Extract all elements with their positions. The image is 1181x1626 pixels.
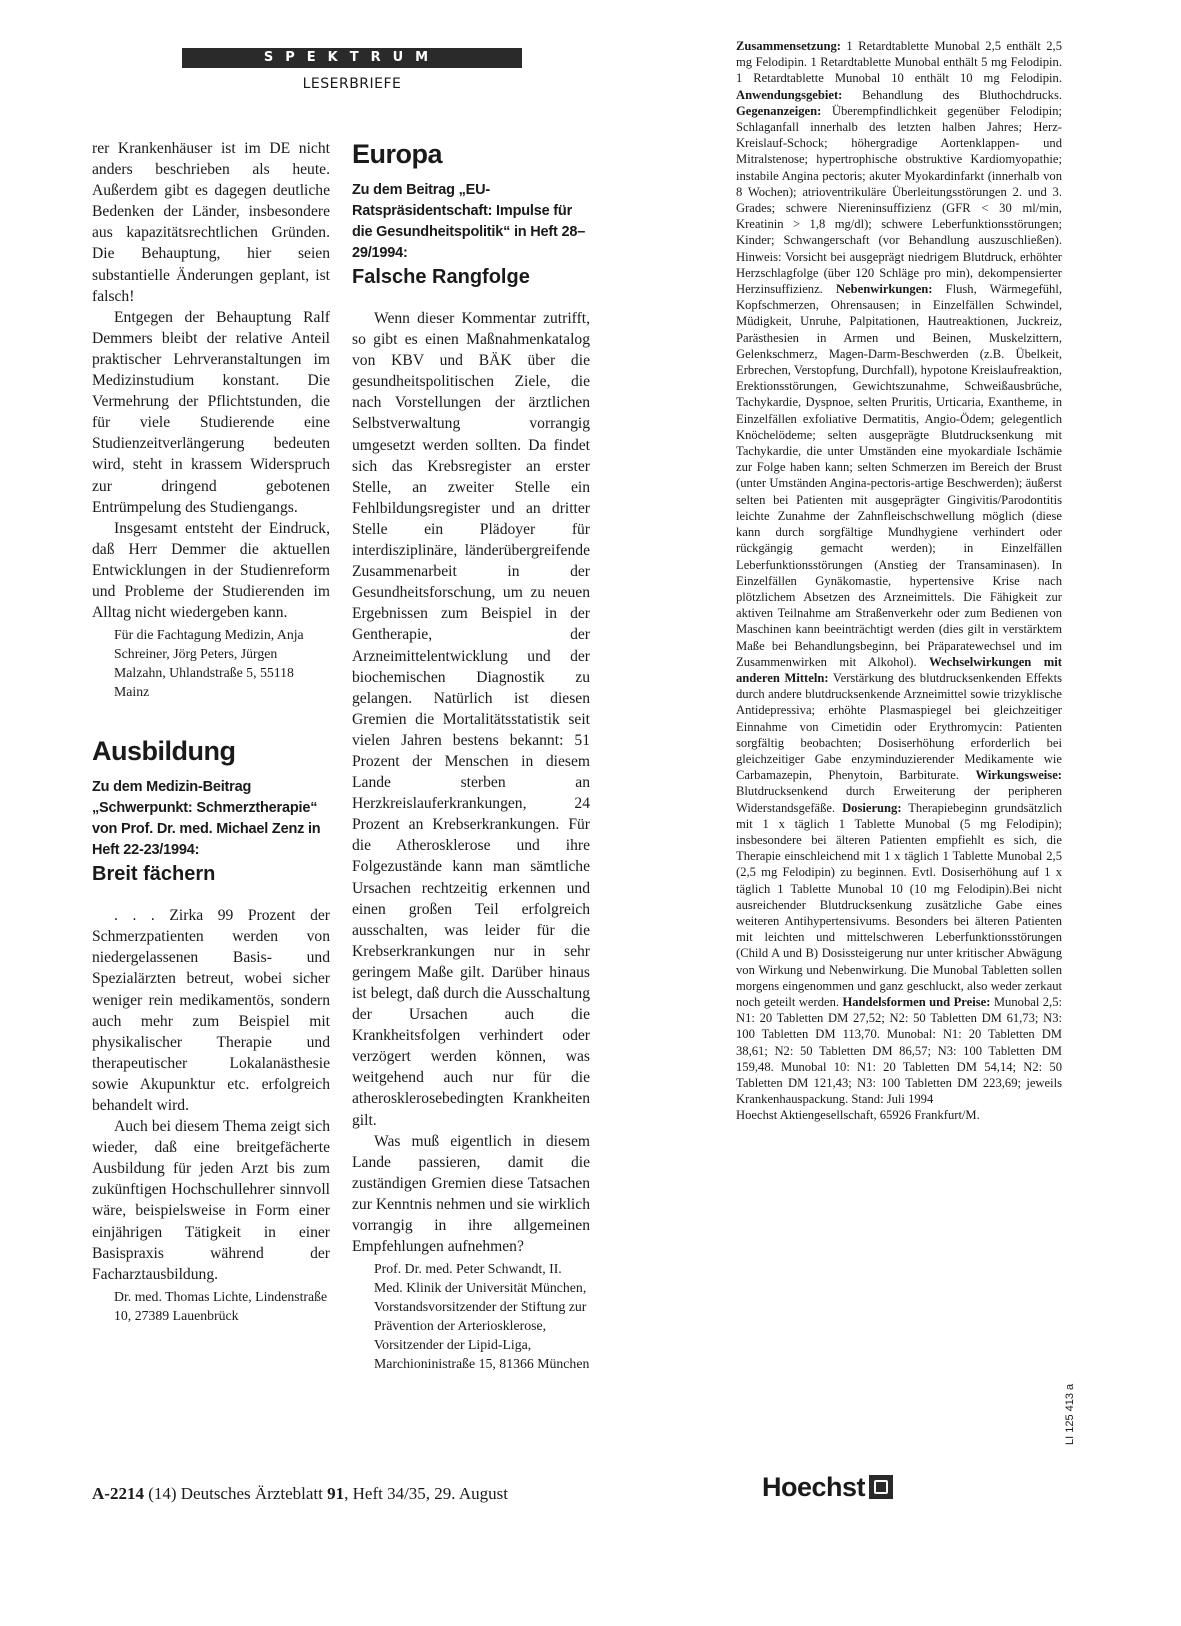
info-label: Handelsformen und Preise: [842, 994, 991, 1009]
paragraph: Entgegen der Behauptung Ralf Demmers bleibt der relative Anteil praktischer Lehrveranstaltungen im Medizinstudium konstant. Die Vermehrung der Pflichtstunden, die für viele Studierende eine Studienzeitverlängerung bedeuten wird, steht in krassem Widerspruch zur dringend gebotenen Entrümpelung des Studiengangs. [92, 308, 330, 516]
info-text: Blutdrucksenkend durch Erweiterung der peripheren Widerstandsgefäße. [736, 784, 1062, 815]
column-1 [92, 138, 330, 1325]
company-address: Hoechst Aktiengesellschaft, 65926 Frankfurt/M. [736, 1108, 980, 1123]
info-label: Wirkungsweise: [975, 768, 1062, 783]
info-label: Nebenwirkungen: [835, 282, 933, 297]
section-heading: Europa [352, 139, 443, 169]
section-banner: SPEKTRUM [182, 48, 522, 68]
info-text: Verstärkung des blutdrucksenkenden Effekts durch andere blutdrucksenkende Arzneimittel sowie trizyklische Antidepressiva; erhöhte Plasmaspiegel bei gleichzeitiger Einnahme von Cimetidin oder Erythromycin: Patienten sorgfältig beobachten; Dosiserhöhung erforderlich bei gleichzeitiger Gabe enzyminduzierender Medikamente wie Carbamazepin, Phenytoin, Barbiturate. [736, 670, 1062, 783]
info-label: Wechselwirkungen mit anderen Mitteln: [736, 654, 1062, 685]
info-label: Gegenanzeigen: [736, 103, 822, 118]
volume-number: 91 [327, 1484, 345, 1503]
info-label: Zusammensetzung: [736, 39, 841, 53]
info-text: Behandlung des Bluthochdrucks. [842, 87, 1062, 102]
info-text: 1 Retardtablette Munobal 2,5 enthält 2,5 mg Felodipin. 1 Retardtablette Munobal enthält 5 mg Felodipin. 1 Retardtablette Munobal 10 enthält 10 mg Felodipin. [736, 39, 1062, 86]
letter-title: Falsche Rangfolge [352, 266, 530, 288]
paragraph: Was muß eigentlich in diesem Lande passieren, damit die zuständigen Gremien diese Tatsachen zur Kenntnis nehmen und sie wirklich vorrangig in ihre allgemeinen Empfehlungen aufnehmen? [352, 1132, 590, 1256]
drug-info-text [736, 38, 1062, 1107]
letter-signature: Dr. med. Thomas Lichte, Lindenstraße 10, 27389 Lauenbrück [114, 1288, 328, 1323]
info-text: Munobal 2,5: N1: 20 Tabletten DM 27,52; N2: 50 Tabletten DM 61,73; N3: 100 Tabletten DM 113,70. Munobal: N1: 20 Tabletten DM 38,61; N2: 50 Tabletten DM 86,57; N3: 100 Tabletten DM 159,48. Munobal 10: N1: 20 Tabletten DM 54,14; N2: 50 Tabletten DM 121,43; N3: 100 Tabletten DM 223,69; jeweils Krankenhauspackung. Stand: Juli 1994 [736, 994, 1062, 1107]
article-reference: Zu dem Beitrag „EU-Ratspräsidentschaft: Impulse für die Gesundheitspolitik“ in Heft 28–29/1994: [352, 182, 586, 261]
article-ausbildung [92, 735, 330, 1325]
paragraph: Auch bei diesem Thema zeigt sich wieder, daß eine breitgefächerte Ausbildung für jeden Arzt bis zum zukünftigen Hochschullehrer sinnvoll wäre, beispielsweise in Form einer einjährigen Tätigkeit in einer Basispraxis während der Facharztausbildung. [92, 1118, 330, 1283]
side-code: LI 125 413 a [1064, 1383, 1076, 1445]
paragraph: rer Krankenhäuser ist im DE nicht anders beschrieben als heute. Außerdem gibt es dagegen deutliche Bedenken der Länder, insbesondere aus kapazitätsrechtlichen Gründen. Die Behauptung, hier seien substantielle Änderungen geplant, ist falsch! [92, 140, 330, 305]
info-label: Dosierung: [842, 800, 902, 815]
drug-info-column [736, 38, 1062, 1124]
info-text: Flush, Wärmegefühl, Kopfschmerzen, Ohrensausen; in Einzelfällen Schwindel, Müdigkeit, Unruhe, Palpitationen, Hautreaktionen, Juckreiz, Parästhesien in Armen und Beinen, Muskelzittern, Gelenkschmerz, Magen-Darm-Beschwerden (z.B. Übelkeit, Erbrechen, Verstopfung, Durchfall), hypotone Kreislaufreaktion, Erektionsstörungen, Gewichtszunahme, Schweißausbrüche, Tachykardie, Dyspnoe, selten Pruritis, Urticaria, Exantheme, in Einzelfällen exfoliative Dermatitis, Angio-Ödem; gelegentlich Knöchelödeme; selten ausgeprägte Blutdrucksenkung mit Tachykardie, die unter Umständen eine myokardiale Ischämie zur Folge haben kann; selten Schmerzen im Bereich der Brust (unter Umständen Angina-pectoris-artige Beschwerden); äußerst selten bei Patienten mit ausgeprägter Gingivitis/Parodontitis leichte Zunahme der Zahnfleischschwellung möglich (diese kann durch sorgfältige Mundhygiene verhindert oder rückgängig gemacht werden); in Einzelfällen Leberfunktionsstörungen (Anstieg der Transaminasen). In Einzelfällen Gynäkomastie, hypertensive Krise nach plötzlichem Absetzen des Arzneimittels. Die Fähigkeit zur aktiven Teilnahme am Straßenverkehr oder zum Bedienen von Maschinen kann beeinträchtigt werden (dies gilt in verstärktem Maße bei Behandlungsbeginn, bei Präparatewechsel und im Zusammenwirken mit Alkohol). [736, 282, 1062, 669]
paragraph: . . . Zirka 99 Prozent der Schmerzpatienten werden von niedergelassenen Basis- und Spezialärzten betreut, wobei sicher weniger rein medikamentös, sondern auch mehr zum Beispiel mit physikalischer Therapie und therapeutischer Lokalanästhesie sowie Akupunktur etc. erfolgreich behandelt wird. [92, 907, 330, 1114]
section-heading: Ausbildung [92, 736, 236, 767]
letter-title: Breit fächern [92, 863, 216, 886]
hoechst-logo [762, 1472, 893, 1503]
logo-wordmark: Hoechst [762, 1472, 866, 1502]
info-text: Überempfindlichkeit gegenüber Felodipin; Schlaganfall innerhalb des letzten halben Jahres; Herz-Kreislauf-Schock; höhergradige Aortenklappen- und Mitralstenose; hypertrophische obstruktive Kardiomyopathie; instabile Angina pectoris; akuter Myokardinfarkt (innerhalb von 8 Wochen); atrioventrikuläre Überleitungsstörungen 2. und 3. Grades; schwere Niereninsuffizienz (GFR < 30 ml/min, Kreatinin > 1,8 mg/dl); schwere Leberfunktionsstörungen; Kinder; Schwangerschaft (vor Behandlung auszuschließen). Hinweis: Vorsicht bei ausgeprägt niedrigem Blutdruck, erhöhter Herzschlagfolge (über 120 Schläge pro min), dekompensierter Herzinsuffizienz. [736, 103, 1062, 297]
letter-signature: Prof. Dr. med. Peter Schwandt, II. Med. Klinik der Universität München, Vorstandsvorsitzender der Stiftung zur Prävention der Arteriosklerose, Vorsitzender der Lipid-Liga, Marchioninistraße 15, 81366 München [374, 1261, 590, 1372]
journal-name: (14) Deutsches Ärzteblatt [148, 1484, 323, 1503]
hoechst-tower-logo-icon [869, 1475, 893, 1499]
issue-date: , Heft 34/35, 29. August [344, 1484, 508, 1503]
info-text: Therapiebeginn grundsätzlich mit 1 x täglich 1 Tablette Munobal (5 mg Felodipin); insbesondere bei älteren Patienten empfiehlt es sich, die Therapie einschleichend mit 1 x täglich 1 Tablette Munobal 2,5 (2,5 mg Felodipin) zu beginnen. Evtl. Dosiserhöhung auf 1 x täglich 1 Tablette Munobal 10 (10 mg Felodipin).Bei nicht ausreichender Blutdrucksenkung zusätzliche Gabe eines weiteren Antihypertensivums. Besonders bei älteren Patienten mit leichten und mittelschweren Leberfunktionsstörungen (Child A und B) Dosissteigerung nur unter kritischer Abwägung von Wirkung und Nebenwirkung. Die Munobal Tabletten sollen morgens eingenommen und ganz geschluckt, also weder zerkaut noch geteilt werden. [736, 800, 1062, 1009]
paragraph: Insgesamt entsteht der Eindruck, daß Herr Demmer die aktuellen Entwicklungen in der Studienreform und Probleme der Studierenden im Alltag nicht wiedergeben kann. [92, 519, 330, 622]
info-label: Anwendungsgebiet: [736, 87, 843, 102]
column-2 [352, 138, 590, 1373]
page-number: A-2214 [92, 1484, 144, 1503]
paragraph: Wenn dieser Kommentar zutrifft, so gibt es einen Maßnahmenkatalog von KBV und BÄK über die gesundheitspolitischen Ziele, die nach Vorstellungen der ärztlichen Selbstverwaltung vorrangig umgesetzt werden sollten. Da findet sich das Krebsregister an erster Stelle, an zweiter Stelle ein Fehlbildungsregister und an dritter Stelle ein Plädoyer für interdisziplinäre, länderübergreifende Zusammenarbeit in der Gesundheitsforschung, um zu neuen Ergebnissen zum Beispiel in der Gentherapie, der Arzneimittelentwicklung und der biochemischen Diagnostik zu gelangen. Natürlich ist diesen Gremien die Mortalitätsstatistik seit vielen Jahren bestens bekannt: 51 Prozent der Menschen in diesem Lande sterben an Herzkreislauferkrankungen, 24 Prozent an Krebserkrankungen. Für die Atherosklerose und ihre Folgezustände kann man sämtliche Ursachen rechtzeitig erkennen und einen großen Teil erfolgreich ausschalten, was leider für die Krebserkrankungen nur in sehr geringem Maße gilt. Darüber hinaus ist belegt, daß durch die Ausschaltung der Ursachen auch die Krankheitsfolgen verhindert oder verzögert werden können, was weitgehend auch nur für die atherosklerosebedingten Krankheiten gilt. [352, 310, 590, 1129]
page-footer [92, 1484, 508, 1504]
article-reference: Zu dem Medizin-Beitrag „Schwerpunkt: Schmerztherapie“ von Prof. Dr. med. Michael Zenz in Heft 22-23/1994: [92, 779, 321, 859]
section-label: LESERBRIEFE [302, 76, 402, 92]
letter-signature: Für die Fachtagung Medizin, Anja Schreiner, Jörg Peters, Jürgen Malzahn, Uhlandstraße 5, 55118 Mainz [114, 627, 304, 700]
